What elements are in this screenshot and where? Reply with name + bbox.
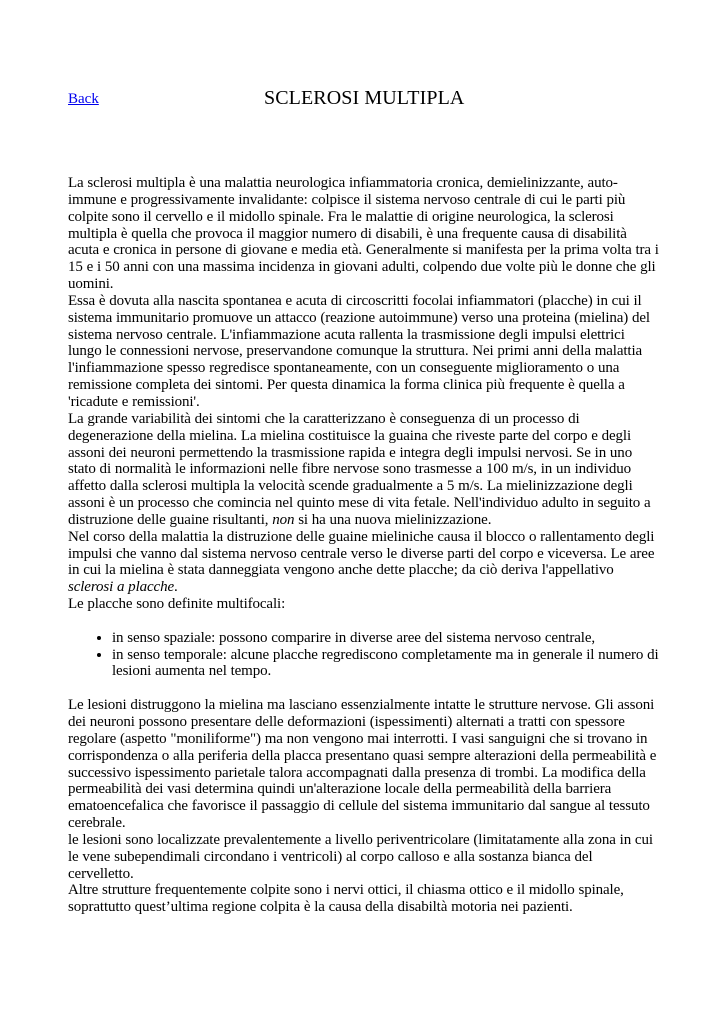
page-title: SCLEROSI MULTIPLA <box>264 87 465 109</box>
paragraph-plaques-end: . <box>174 579 178 596</box>
multifocal-list <box>68 630 660 681</box>
article-body <box>68 175 660 916</box>
paragraph-structures: Altre strutture frequentemente colpite sono i nervi ottici, il chiasma ottico e il midollo spinale, soprattutto quest’ultima regione colpita è la causa della disabiltà motoria nei pazienti. <box>68 882 624 916</box>
paragraph-multifocal: Le placche sono definite multifocali: <box>68 596 286 613</box>
paragraph-lesions: Le lesioni distruggono la mielina ma lasciano essenzialmente intatte le strutture nervose. Gli assoni dei neuroni possono presentare delle deformazioni (ispessimenti) alternati a tratti con spessore regolare (aspetto "moniliforme") ma non vengono mai interrotti. I vasi sanguigni che si trovano in corrispondenza o alla periferia della placca presentano quasi sempre alterazioni della permeabilità e successivo ispessimento parietale talora accompagnati dalla presenza di trombi. La modifica della permeabilità dei vasi determina quindi un'alterazione locale della permeabilità della barriera ematoencefalica che favorisce il passaggio di cellule del sistema immunitario dal sangue al tessuto cerebrale. <box>68 697 657 832</box>
list-item: • in senso temporale: alcune placche regrediscono completamente ma in generale il numero di lesioni aumenta nel tempo. <box>112 647 660 681</box>
emphasis-non: non <box>272 511 295 528</box>
paragraph-myelin <box>68 411 660 529</box>
paragraph-myelin-end: si ha una nuova mielinizzazione. <box>294 511 492 528</box>
list-item: • in senso spaziale: possono comparire in diverse aree del sistema nervoso centrale, <box>112 630 660 647</box>
back-link[interactable]: Back <box>68 91 99 107</box>
paragraph-myelin-text: La grande variabilità dei sintomi che la caratterizzano è conseguenza di un processo di degenerazione della mielina. La mielina costituisce la guaina che riveste parte del corpo e degli assoni dei neuroni permettendo la trasmissione rapida e integra degli impulsi nervosi. Se in uno stato di normalità le informazioni nelle fibre nervose sono trasmesse a 100 m/s, in un individuo affetto dalla sclerosi multipla la velocità scende gradualmente a 5 m/s. La mielinizzazione degli assoni è un processo che comincia nel quinto mese di vita fetale. Nell'individuo adulto in seguito a distruzione delle guaine risultanti, <box>68 410 651 528</box>
paragraph-cause: Essa è dovuta alla nascita spontanea e acuta di circoscritti focolai infiammatori (placche) in cui il sistema immunitario promuove un attacco (reazione autoimmune) verso una proteina (mielina) del sistema nervoso centrale. L'infiammazione acuta rallenta la trasmissione degli impulsi elettrici lungo le connessioni nervose, preservandone comunque la struttura. Nei primi anni della malattia l'infiammazione spesso regredisce spontaneamente, con un conseguente miglioramento o una remissione completa dei sintomi. Per questa dinamica la forma clinica più frequente è quella a 'ricadute e remissioni'. <box>68 292 650 410</box>
paragraph-plaques-text: Nel corso della malattia la distruzione delle guaine mieliniche causa il blocco o rallentamento degli impulsi che vanno dal sistema nervoso centrale verso le diverse parti del corpo e viceversa. Le aree in cui la mielina è stata danneggiata vengono anche dette placche; da ciò deriva l'appellativo <box>68 528 655 579</box>
paragraph-localization: le lesioni sono localizzate prevalentemente a livello periventricolare (limitatamente alla zona in cui le vene subependimali circondano i ventricoli) al corpo calloso e alla sostanza bianca del cervelletto. <box>68 831 653 882</box>
paragraph-plaques <box>68 529 660 596</box>
emphasis-sclerosi-a-placche: sclerosi a placche <box>68 579 174 596</box>
paragraph-intro: La sclerosi multipla è una malattia neurologica infiammatoria cronica, demielinizzante, auto-immune e progressivamente invalidante: colpisce il sistema nervoso centrale di cui le parti più colpite sono il cervello e il midollo spinale. Fra le malattie di origine neurologica, la sclerosi multipla è quella che provoca il maggior numero di disabili, è una frequente causa di disabilità acuta e cronica in persone di giovane e media età. Generalmente si manifesta per la prima volta tra i 15 e i 50 anni con una massima incidenza in giovani adulti, colpendo due volte più le donne che gli uomini. <box>68 175 659 293</box>
